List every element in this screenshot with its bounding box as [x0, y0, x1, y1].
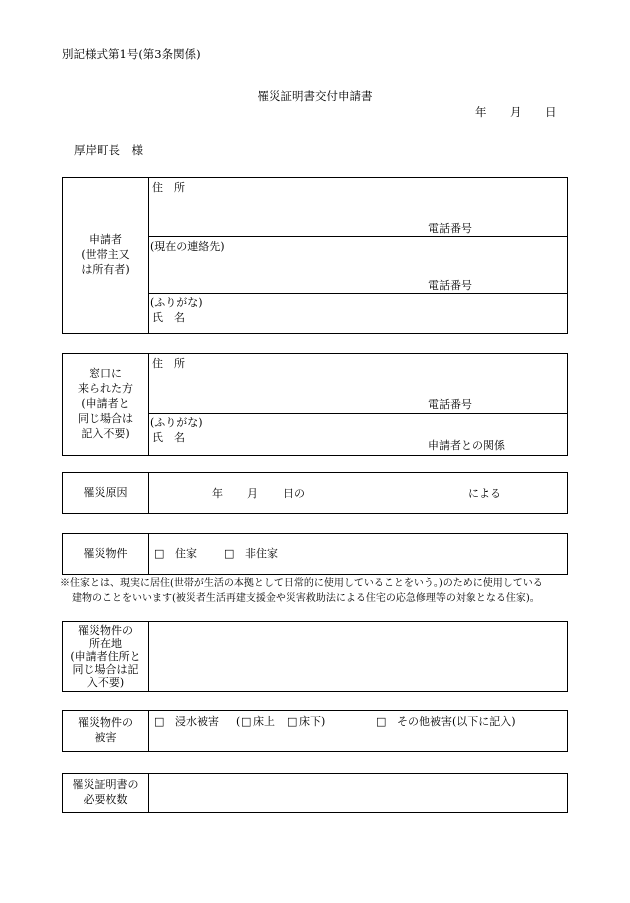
applicant-label-line: は所有者) — [81, 262, 130, 276]
checkbox-flood[interactable]: □ — [154, 715, 165, 728]
copies-field[interactable] — [148, 774, 567, 812]
applicant-name-field[interactable] — [148, 293, 567, 333]
location-label-line: 同じ場合は記 — [72, 663, 139, 677]
applicant-section — [62, 177, 568, 334]
visitor-address-field[interactable] — [148, 354, 567, 413]
visitor-name-field[interactable] — [148, 413, 567, 455]
damage-section — [62, 710, 568, 752]
option-above-floor: 床上 — [253, 715, 275, 728]
address-label: 住 所 — [152, 357, 185, 370]
date-day-label: 日 — [545, 105, 557, 119]
copies-label-line: 必要枚数 — [83, 793, 128, 806]
copies-section — [62, 773, 568, 813]
location-section — [62, 621, 568, 692]
form-number: 別記様式第1号(第3条関係) — [62, 47, 201, 61]
damage-field — [148, 711, 567, 751]
visitor-label-line: (申請者と — [81, 397, 130, 411]
location-label-line: 所在地 — [88, 636, 122, 650]
location-label-line: (申請者住所と — [70, 649, 141, 663]
cause-suffix: による — [468, 487, 501, 500]
cause-label: 罹災原因 — [63, 473, 149, 513]
damage-label — [63, 711, 149, 751]
option-non-residential: 非住家 — [245, 547, 278, 560]
furigana-label: (ふりがな) — [150, 416, 203, 429]
phone-label: 電話番号 — [428, 222, 472, 235]
date-month-label: 月 — [510, 105, 522, 119]
form-title: 罹災証明書交付申請書 — [257, 89, 373, 103]
name-label: 氏 名 — [152, 431, 185, 444]
visitor-label-line: 窓口に — [89, 367, 122, 381]
location-label-line: 罹災物件の — [77, 623, 133, 637]
cause-year-label: 年 — [212, 487, 223, 500]
visitor-label — [63, 354, 149, 455]
property-field — [148, 534, 567, 574]
checkbox-above-floor[interactable]: □ — [241, 715, 252, 728]
visitor-label-line: 来られた方 — [78, 382, 133, 396]
option-below-floor: 床下) — [299, 715, 326, 728]
damage-label-line: 被害 — [94, 731, 117, 744]
copies-label — [63, 774, 149, 812]
copies-label-line: 罹災証明書の — [72, 778, 139, 792]
damage-label-line: 罹災物件の — [78, 716, 133, 730]
residence-note — [60, 577, 580, 606]
cause-month-label: 月 — [247, 487, 258, 500]
location-field[interactable] — [148, 622, 567, 691]
visitor-section — [62, 353, 568, 456]
applicant-label-line: (世帯主又 — [81, 248, 130, 262]
applicant-address-field[interactable] — [148, 178, 567, 236]
addressee: 厚岸町長 様 — [74, 143, 143, 157]
visitor-label-line: 記入不要) — [81, 426, 130, 440]
option-other-damage: その他被害(以下に記入) — [397, 715, 516, 728]
applicant-label-line: 申請者 — [88, 233, 122, 247]
property-section — [62, 533, 568, 575]
applicant-label — [63, 178, 149, 333]
visitor-label-line: 同じ場合は — [78, 411, 133, 425]
cause-section — [62, 472, 568, 514]
phone-label: 電話番号 — [428, 398, 472, 411]
property-label: 罹災物件 — [63, 534, 149, 574]
cause-day-label: 日の — [283, 487, 305, 500]
date-year-label: 年 — [475, 105, 487, 119]
note-line: ※住家とは、現実に居住(世帯が生活の本拠として日常的に使用していることをいう。)のために使用している — [60, 578, 543, 589]
phone-label: 電話番号 — [428, 279, 472, 292]
option-flood: 浸水被害 — [175, 715, 219, 728]
floor-paren: ( — [236, 715, 241, 728]
applicant-contact-field[interactable] — [148, 236, 567, 294]
checkbox-residential[interactable]: □ — [154, 547, 165, 560]
address-label: 住 所 — [152, 181, 185, 194]
location-label-line: 入不要) — [86, 676, 125, 690]
checkbox-other-damage[interactable]: □ — [376, 715, 387, 728]
furigana-label: (ふりがな) — [150, 296, 203, 309]
cause-field[interactable] — [148, 473, 567, 513]
checkbox-below-floor[interactable]: □ — [287, 715, 298, 728]
relation-label: 申請者との関係 — [428, 439, 505, 452]
location-label — [63, 622, 149, 691]
checkbox-non-residential[interactable]: □ — [224, 547, 235, 560]
name-label: 氏 名 — [152, 311, 185, 324]
option-residential: 住家 — [175, 547, 197, 560]
contact-label: (現在の連絡先) — [150, 240, 225, 253]
note-line: 建物のことをいいます(被災者生活再建支援金や災害救助法による住宅の応急修理等の対象となる住家)。 — [72, 592, 540, 604]
